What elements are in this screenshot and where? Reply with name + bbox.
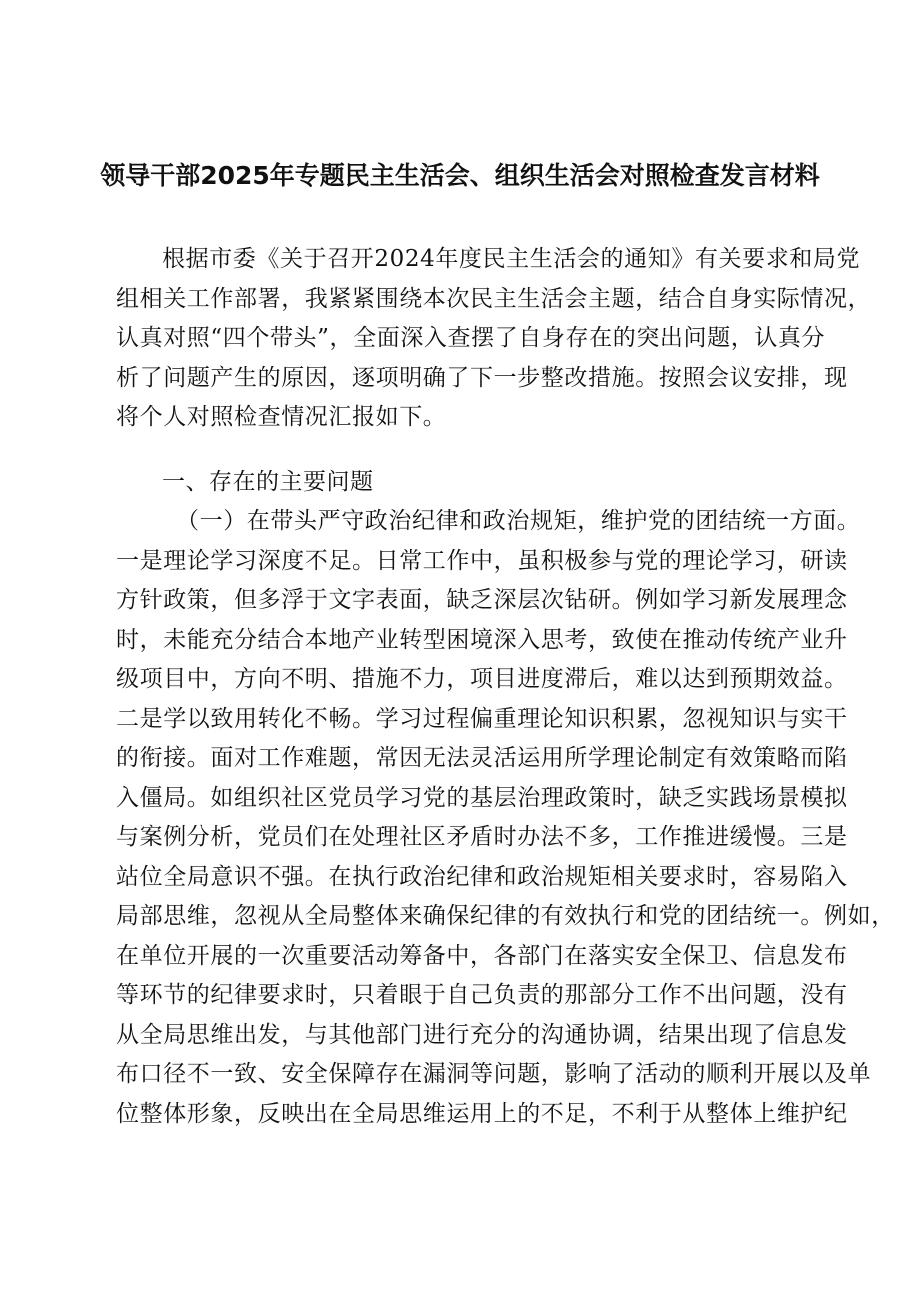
section-line: 在单位开展的一次重要活动筹备中，各部门在落实安全保卫、信息发布: [116, 942, 848, 969]
section-line: 从全局思维出发，与其他部门进行充分的沟通协调，结果出现了信息发: [116, 1021, 848, 1048]
section-line: 的衔接。面对工作难题，常因无法灵活运用所学理论制定有效策略而陷: [116, 745, 848, 771]
section-line: 二是学以致用转化不畅。学习过程偏重理论知识积累，忽视知识与实干: [116, 705, 848, 732]
section-paragraph: [116, 502, 895, 1134]
intro-line: 组相关工作部署，我紧紧围绕本次民主生活会主题，结合自身实际情况，: [116, 285, 872, 312]
subsection-line: （一）在带头严守政治纪律和政治规矩，维护党的团结统一方面。: [176, 508, 861, 534]
section-line: 站位全局意识不强。在执行政治纪律和政治规矩相关要求时，容易陷入: [116, 863, 848, 890]
section-heading: 一、存在的主要问题: [162, 469, 374, 495]
section-line: 时，未能充分结合本地产业转型困境深入思考，致使在推动传统产业升: [116, 626, 848, 653]
section-line: 一是理论学习深度不足。日常工作中，虽积极参与党的理论学习，研读: [116, 547, 848, 574]
intro-paragraph: [116, 240, 872, 438]
intro-line: 析了问题产生的原因，逐项明确了下一步整改措施。按照会议安排，现: [116, 364, 848, 391]
section-line: 与案例分析，党员们在处理社区矛盾时办法不多，工作推进缓慢。三是: [116, 824, 848, 850]
section-line: 入僵局。如组织社区党员学习党的基层治理政策时，缺乏实践场景模拟: [116, 784, 848, 811]
section-line: 等环节的纪律要求时，只着眼于自己负责的那部分工作不出问题，没有: [116, 982, 848, 1008]
intro-line: 根据市委《关于召开2024年度民主生活会的通知》有关要求和局党: [162, 246, 861, 272]
section-line: 级项目中，方向不明、措施不力，项目进度滞后，难以达到预期效益。: [116, 666, 848, 692]
section-line: 方针政策，但多浮于文字表面，缺乏深层次钻研。例如学习新发展理念: [116, 587, 848, 613]
section-line: 局部思维，忽视从全局整体来确保纪律的有效执行和党的团结统一。例如，: [116, 903, 895, 929]
document-title: 领导干部2025年专题民主生活会、组织生活会对照检查发言材料: [100, 161, 820, 190]
intro-line: 将个人对照检查情况汇报如下。: [116, 404, 447, 430]
section-line: 位整体形象，反映出在全局思维运用上的不足，不利于从整体上维护纪: [116, 1100, 848, 1127]
intro-line: 认真对照“四个带头”，全面深入查摆了自身存在的突出问题，认真分: [116, 325, 826, 351]
section-line: 布口径不一致、安全保障存在漏洞等问题，影响了活动的顺利开展以及单: [116, 1061, 872, 1087]
